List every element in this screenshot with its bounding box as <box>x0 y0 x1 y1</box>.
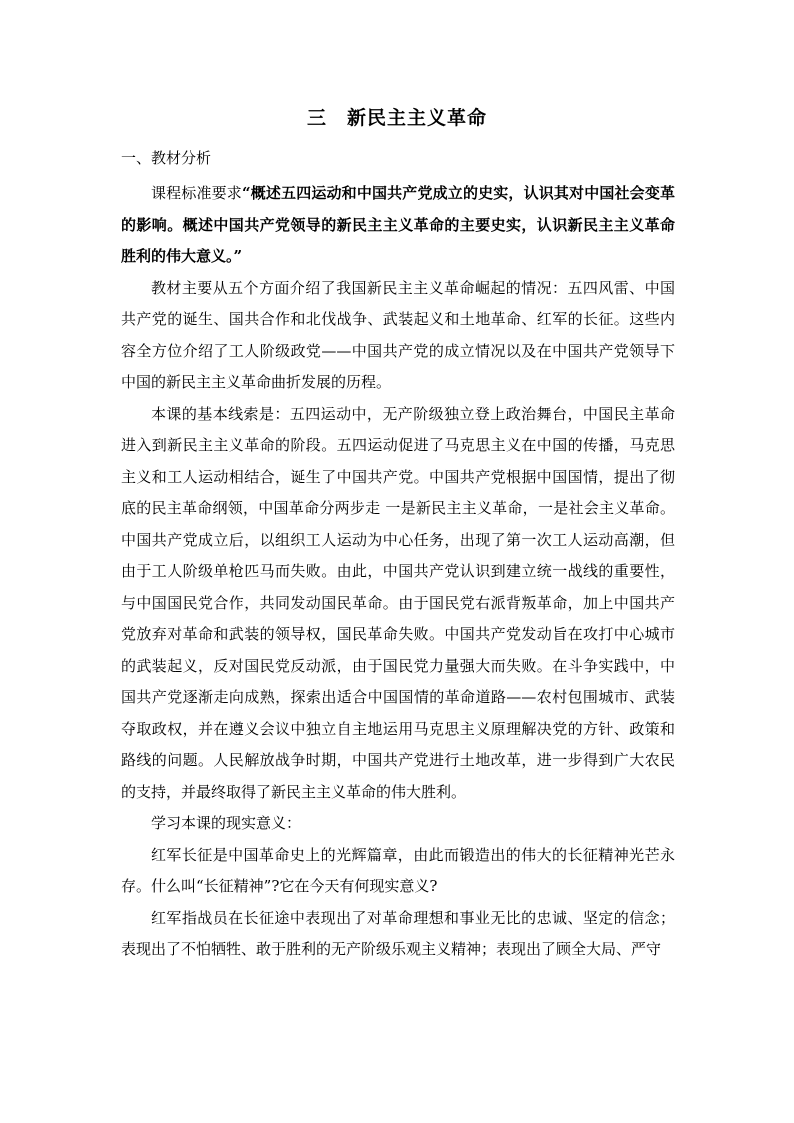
body-text <box>121 178 675 966</box>
paragraph-significance-heading: 学习本课的现实意义： <box>151 814 302 832</box>
document-title: 三 新民主主义革命 <box>306 107 487 129</box>
paragraph-textbook-overview: 教材主要从五个方面介绍了我国新民主主义革命崛起的情况：五四风雷、中国共产党的诞生、国共合作和北伐战争、武装起义和土地革命、红军的长征。这些内容全方位介绍了工人阶级政党——中国共产党的成立情况以及在中国共产党领导下中国的新民主主义革命曲折发展的历程。 <box>121 278 675 391</box>
section-heading: 一、教材分析 <box>121 149 212 167</box>
paragraph-curriculum-standard <box>121 178 675 273</box>
paragraph-main-thread: 本课的基本线索是：五四运动中，无产阶级独立登上政治舞台，中国民主革命进入到新民主主义革命的阶段。五四运动促进了马克思主义在中国的传播，马克思主义和工人运动相结合，诞生了中国共产党。中国共产党根据中国国情，提出了彻底的民主革命纲领，中国革命分两步走 一是新民主主义革命，一是社会主义革命。中国共产党成立后，以组织工人运动为中心任务，出现了第一次工人运动高潮，但由于工人阶级单枪匹马而失败。由此，中国共产党认识到建立统一战线的重要性，与中国国民党合作，共同发动国民革命。由于国民党右派背叛革命，加上中国共产党放弃对革命和武装的领导权，国民革命失败。中国共产党发动旨在攻打中心城市的武装起义，反对国民党反动派，由于国民党力量强大而失败。在斗争实践中，中国共产党逐渐走向成熟，探索出适合中国国情的革命道路——农村包围城市、武装夺取政权，并在遵义会议中独立自主地运用马克思主义原理解决党的方针、政策和路线的问题。人民解放战争时期，中国共产党进行土地改革，进一步得到广大农民的支持，并最终取得了新民主主义革命的伟大胜利。 <box>121 404 675 801</box>
paragraph-long-march-question: 红军长征是中国革命史上的光辉篇章，由此而锻造出的伟大的长征精神光芒永存。什么叫“长征精神”?它在今天有何现实意义? <box>121 845 675 895</box>
paragraph-prefix: 课程标准要求 <box>151 184 242 202</box>
paragraph-long-march-spirit: 红军指战员在长征途中表现出了对革命理想和事业无比的忠诚、坚定的信念；表现出了不怕牺牲、敢于胜利的无产阶级乐观主义精神；表现出了顾全大局、严守 <box>121 908 675 958</box>
curriculum-requirement-quote: “概述五四运动和中国共产党成立的史实，认识其对中国社会变革的影响。概述中国共产党领导的新民主主义革命的主要史实，认识新民主主义革命胜利的伟大意义。” <box>121 184 675 265</box>
